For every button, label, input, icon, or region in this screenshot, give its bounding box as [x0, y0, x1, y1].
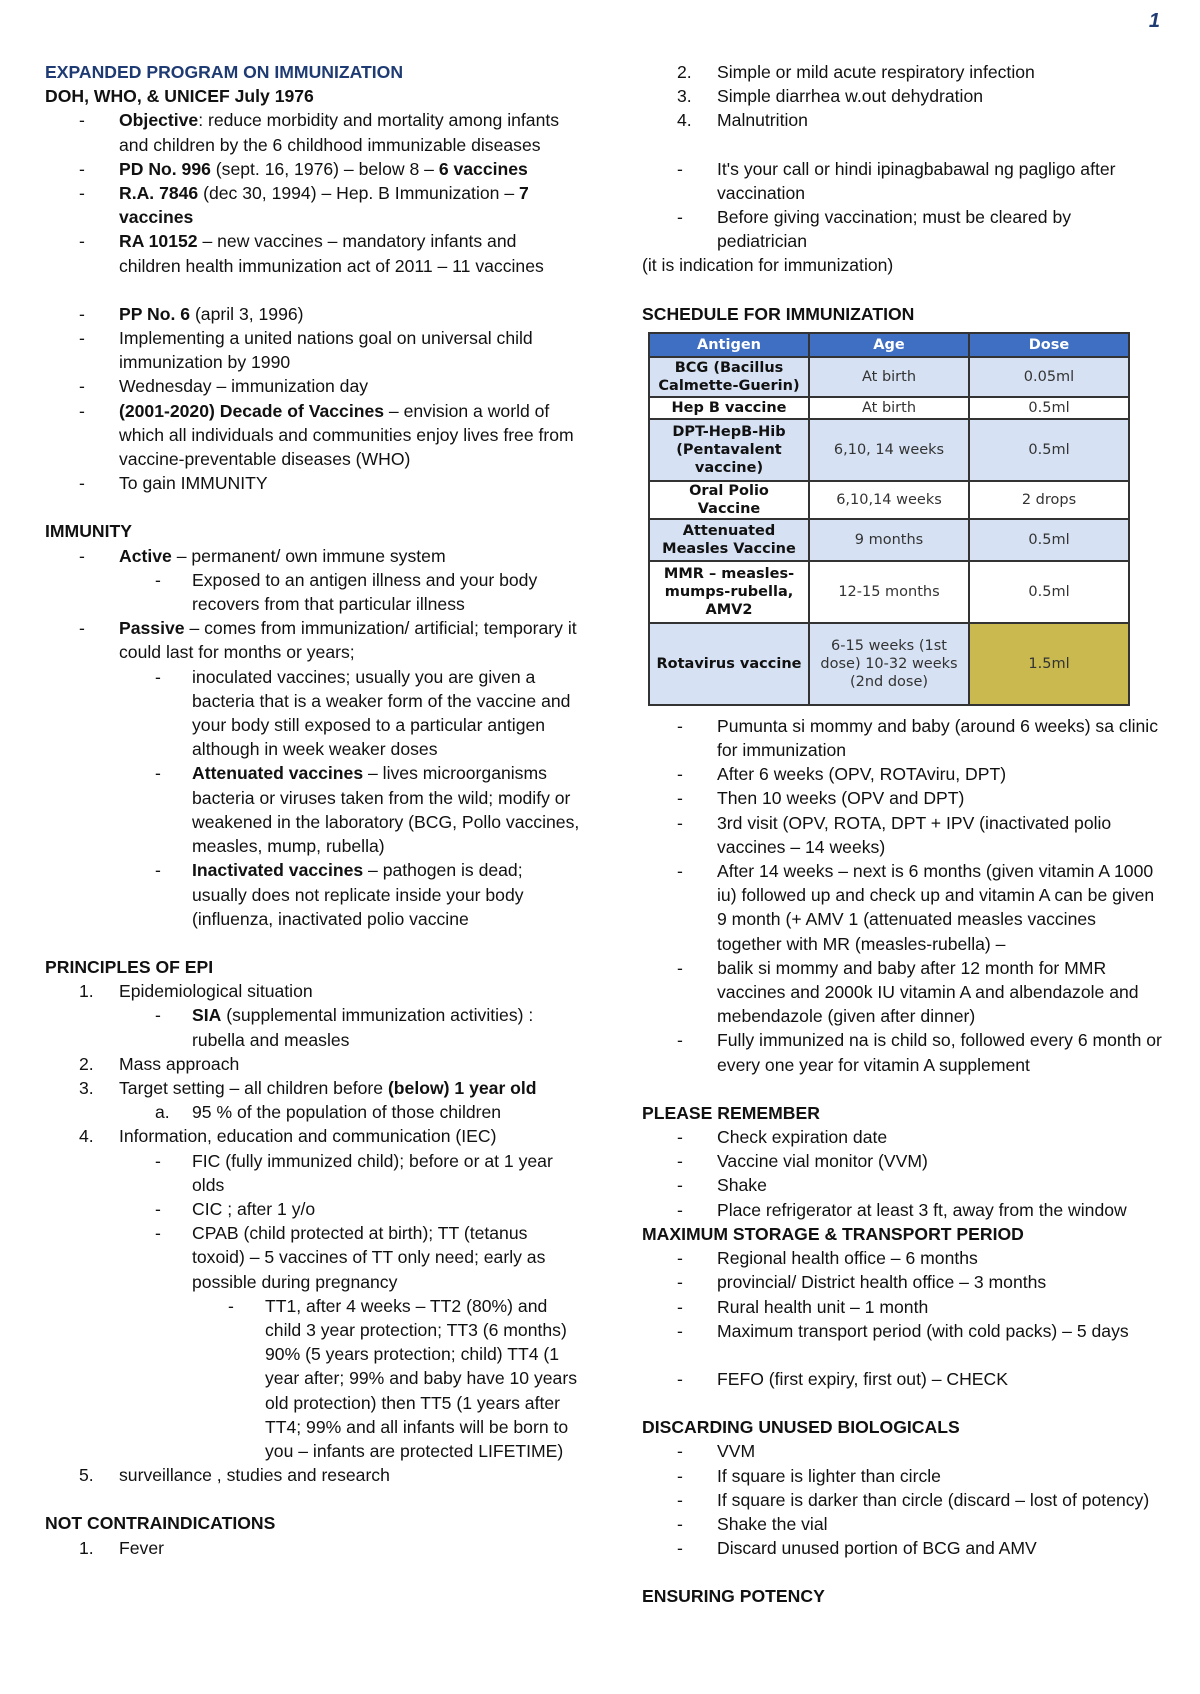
list-item [642, 1028, 1162, 1076]
dash-marker: - [677, 715, 683, 736]
list-item [642, 1295, 1162, 1319]
table-row [649, 481, 1129, 519]
list-item [642, 1246, 1162, 1270]
list-item [642, 714, 1162, 762]
item-bold: PP No. 6 [119, 303, 191, 324]
list-item [642, 1464, 1162, 1488]
list-item [642, 1125, 1162, 1149]
dash-marker: - [677, 788, 683, 809]
number-marker: 2. [79, 1053, 94, 1074]
dash-marker: - [677, 1248, 683, 1269]
list-item [642, 1536, 1162, 1560]
list-item [45, 616, 580, 664]
age-cell: 6,10, 14 weeks [809, 419, 969, 481]
item-text: Target setting – all children before [119, 1077, 388, 1098]
dash-marker: - [677, 1513, 683, 1534]
list-item [642, 956, 1162, 1029]
dash-marker: - [79, 328, 85, 349]
item-text: Malnutrition [717, 110, 808, 131]
list-item [642, 811, 1162, 859]
section-heading-storage: MAXIMUM STORAGE & TRANSPORT PERIOD [642, 1223, 1024, 1244]
sub-list-item [45, 1149, 580, 1197]
item-text: CPAB (child protected at birth); TT (tetanus toxoid) – 5 vaccines of TT only need; early as possible during pregnancy [192, 1223, 546, 1292]
antigen-cell: Rotavirus vaccine [649, 623, 809, 705]
item-text: Regional health office – 6 months [717, 1248, 978, 1269]
dash-marker: - [677, 764, 683, 785]
dash-marker: - [79, 473, 85, 494]
item-text: Epidemiological situation [119, 981, 313, 1002]
item-text: Vaccine vial monitor (VVM) [717, 1151, 928, 1172]
list-item [45, 157, 580, 181]
list-item [642, 1512, 1162, 1536]
list-item [45, 302, 580, 326]
item-bold: Passive [119, 618, 185, 639]
column-header: Antigen [649, 333, 809, 357]
list-item [642, 1270, 1162, 1294]
numbered-item [642, 108, 1162, 132]
number-marker: 4. [677, 110, 692, 131]
table-row [649, 561, 1129, 623]
numbered-item [642, 84, 1162, 108]
table-row [649, 419, 1129, 481]
table-row [649, 623, 1129, 705]
dash-marker: - [677, 1368, 683, 1389]
item-text: (supplemental immunization activities) : rubella and measles [192, 1005, 534, 1050]
item-text: 95 % of the population of those children [192, 1102, 502, 1123]
item-bold: PD No. 996 [119, 158, 211, 179]
section-heading-potency: ENSURING POTENCY [642, 1586, 825, 1607]
item-text: – envision a world of which all individuals and communities enjoy lives free from vaccine-preventable diseases (WHO) [119, 400, 574, 470]
pp-list [45, 302, 580, 496]
item-text: Before giving vaccination; must be cleared by pediatrician [717, 207, 1072, 252]
item-text: Mass approach [119, 1053, 240, 1074]
sub-list-item [45, 1221, 580, 1294]
dash-marker: - [79, 400, 85, 421]
number-marker: 1. [79, 1537, 94, 1558]
item-text: (dec 30, 1994) – Hep. B Immunization – [198, 183, 519, 204]
dash-marker: - [677, 1320, 683, 1341]
item-bold: SIA [192, 1005, 222, 1026]
item-text: provincial/ District health office – 3 months [717, 1272, 1047, 1293]
table-row [649, 397, 1129, 419]
item-text: Rural health unit – 1 month [717, 1296, 929, 1317]
column-header: Dose [969, 333, 1129, 357]
item-text: inoculated vaccines; usually you are given a bacteria that is a weaker form of the vaccine and your body still exposed to a particular antigen although in week weaker doses [192, 666, 571, 760]
dash-marker: - [155, 1150, 161, 1171]
antigen-cell: BCG (Bacillus Calmette-Guerin) [649, 357, 809, 397]
dash-marker: - [677, 1296, 683, 1317]
list-item [642, 859, 1162, 956]
age-cell: 6,10,14 weeks [809, 481, 969, 519]
dash-marker: - [677, 1538, 683, 1559]
item-bold: R.A. 7846 [119, 183, 199, 204]
dash-marker: - [79, 618, 85, 639]
document-subtitle: DOH, WHO, & UNICEF July 1976 [45, 86, 314, 107]
section-heading-discard: DISCARDING UNUSED BIOLOGICALS [642, 1417, 960, 1438]
item-text: – permanent/ own immune system [171, 545, 446, 566]
item-text: After 6 weeks (OPV, ROTAviru, DPT) [717, 764, 1007, 785]
item-text: Exposed to an antigen illness and your body recovers from that particular illness [192, 569, 538, 615]
dash-marker: - [155, 860, 161, 881]
sub-sub-list-item [45, 1294, 580, 1463]
dash-marker: - [228, 1295, 234, 1316]
item-bold: 7 vaccines [119, 183, 529, 228]
dose-cell: 0.5ml [969, 561, 1129, 623]
number-marker: 2. [677, 62, 692, 82]
dash-marker: - [677, 1441, 683, 1462]
list-item [45, 374, 580, 398]
item-text: Fever [119, 1537, 164, 1558]
dash-marker: - [155, 666, 161, 687]
item-text: Shake the vial [717, 1513, 828, 1534]
item-bold: Inactivated vaccines [192, 860, 364, 881]
dose-cell: 1.5ml [969, 623, 1129, 705]
list-item [45, 108, 580, 156]
item-text: Check expiration date [717, 1127, 888, 1148]
item-text: If square is lighter than circle [717, 1465, 941, 1486]
dash-marker: - [677, 1151, 683, 1172]
antigen-cell: DPT-HepB-Hib (Pentavalent vaccine) [649, 419, 809, 481]
numbered-item [45, 979, 580, 1003]
dose-cell: 0.05ml [969, 357, 1129, 397]
dash-marker: - [677, 861, 683, 882]
numbered-item [45, 1052, 580, 1076]
item-text: CIC ; after 1 y/o [192, 1198, 316, 1219]
dash-marker: - [155, 1223, 161, 1244]
dash-marker: - [79, 231, 85, 252]
table-row [649, 357, 1129, 397]
list-item [45, 181, 580, 229]
dash-marker: - [155, 763, 161, 784]
dose-cell: 0.5ml [969, 419, 1129, 481]
item-text: Then 10 weeks (OPV and DPT) [717, 788, 965, 809]
age-cell: 6-15 weeks (1st dose) 10-32 weeks (2nd dose) [809, 623, 969, 705]
item-text: 3rd visit (OPV, ROTA, DPT + IPV (inactivated polio vaccines – 14 weeks) [717, 812, 1112, 857]
item-text: Maximum transport period (with cold packs) – 5 days [717, 1320, 1129, 1341]
document-title: EXPANDED PROGRAM ON IMMUNIZATION [45, 62, 404, 82]
list-item [642, 762, 1162, 786]
antigen-cell: Hep B vaccine [649, 397, 809, 419]
dash-marker: - [79, 158, 85, 179]
dash-marker: - [155, 569, 161, 590]
dash-marker: - [79, 376, 85, 397]
dash-marker: - [79, 545, 85, 566]
item-bold: 6 vaccines [438, 158, 528, 179]
age-cell: 12-15 months [809, 561, 969, 623]
dash-marker: - [677, 957, 683, 978]
sub-list-item [45, 665, 580, 762]
dash-marker: - [677, 1199, 683, 1220]
item-text: Pumunta si mommy and baby (around 6 weeks) sa clinic for immunization [717, 715, 1159, 761]
item-text: To gain IMMUNITY [119, 473, 268, 494]
list-item [642, 1319, 1162, 1343]
item-text: Place refrigerator at least 3 ft, away from the window [717, 1199, 1127, 1220]
item-bold: (below) 1 year old [387, 1077, 537, 1098]
item-text: TT1, after 4 weeks – TT2 (80%) and child 3 year protection; TT3 (6 months) 90% (5 years protection; child) TT4 (1 year after; 99% and baby have 10 years old protection) then TT5 (1 years after TT4; 99% and all infants will be born to you – infants are protected LIFETIME) [265, 1295, 577, 1461]
item-text: balik si mommy and baby after 12 month for MMR vaccines and 2000k IU vitamin A and albendazole and mebendazole (given after dinner) [717, 957, 1139, 1027]
list-item [642, 786, 1162, 810]
item-text: Simple diarrhea w.out dehydration [717, 86, 984, 107]
numbered-item [45, 1124, 580, 1148]
item-text: Shake [717, 1175, 767, 1196]
section-heading-principles: PRINCIPLES OF EPI [45, 956, 214, 977]
item-text: – lives microorganisms bacteria or viruses taken from the wild; modify or weakened in the laboratory (BCG, Pollo vaccines, measles, mump, rubella) [192, 763, 580, 857]
dash-marker: - [155, 1005, 161, 1026]
column-header: Age [809, 333, 969, 357]
left-column [45, 60, 580, 1560]
sub-list-item [45, 858, 580, 931]
numbered-item [45, 1076, 580, 1100]
number-marker: 3. [677, 86, 692, 107]
immunization-schedule-table [648, 332, 1130, 706]
dose-cell: 0.5ml [969, 519, 1129, 561]
numbered-item [45, 1536, 580, 1560]
sub-list-item [45, 568, 580, 616]
dash-marker: - [79, 110, 85, 131]
numbered-item [642, 60, 1162, 84]
number-marker: 4. [79, 1126, 94, 1147]
dash-marker: - [677, 1175, 683, 1196]
list-item [45, 326, 580, 374]
antigen-cell: Oral Polio Vaccine [649, 481, 809, 519]
section-heading-remember: PLEASE REMEMBER [642, 1102, 820, 1123]
dose-cell: 0.5ml [969, 397, 1129, 419]
page-number: 1 [1148, 10, 1160, 32]
list-item [45, 229, 580, 277]
antigen-cell: Attenuated Measles Vaccine [649, 519, 809, 561]
dash-marker: - [677, 158, 683, 179]
item-text: After 14 weeks – next is 6 months (given vitamin A 1000 iu) followed up and check up and vitamin A can be given 9 month (+ AMV 1 (attenuated measles vaccines together with MR (measles-rubella) – [717, 861, 1155, 954]
item-text: FIC (fully immunized child); before or at 1 year olds [192, 1150, 553, 1195]
item-text: – new vaccines – mandatory infants and children health immunization act of 2011 – 11 vaccines [119, 231, 544, 276]
number-marker: 5. [79, 1465, 94, 1486]
number-marker: 3. [79, 1077, 94, 1098]
item-text: Discard unused portion of BCG and AMV [717, 1538, 1037, 1559]
item-text: Simple or mild acute respiratory infection [717, 62, 1035, 82]
item-text: – pathogen is dead; usually does not replicate inside your body (influenza, inactivated polio vaccine [192, 860, 524, 929]
list-item [642, 1198, 1162, 1222]
item-text: (sept. 16, 1976) – below 8 – [210, 158, 439, 179]
list-item [45, 471, 580, 495]
sub-list-item [45, 1100, 580, 1124]
sub-list-item [45, 761, 580, 858]
table-header-row [649, 333, 1129, 357]
item-text: It's your call or hindi ipinagbabawal ng pagligo after vaccination [717, 158, 1116, 203]
section-heading-not-contraindications: NOT CONTRAINDICATIONS [45, 1513, 276, 1534]
list-item [642, 205, 1162, 253]
age-cell: 9 months [809, 519, 969, 561]
item-text: (april 3, 1996) [190, 303, 304, 324]
section-heading-immunity: IMMUNITY [45, 521, 132, 542]
item-bold: Active [119, 545, 172, 566]
item-text: – comes from immunization/ artificial; temporary it could last for months or years; [119, 618, 577, 663]
dash-marker: - [79, 303, 85, 324]
letter-marker: a. [155, 1102, 170, 1123]
dose-cell: 2 drops [969, 481, 1129, 519]
item-text: surveillance , studies and research [119, 1465, 390, 1486]
list-item [642, 1173, 1162, 1197]
item-text: VVM [717, 1441, 756, 1462]
item-bold: RA 10152 [119, 231, 198, 252]
table-row [649, 519, 1129, 561]
dash-marker: - [79, 183, 85, 204]
item-bold: (2001-2020) Decade of Vaccines [119, 400, 385, 421]
sub-list-item [45, 1197, 580, 1221]
dash-marker: - [677, 1030, 683, 1051]
item-bold: Objective [119, 110, 199, 131]
dash-marker: - [677, 812, 683, 833]
item-text: Wednesday – immunization day [119, 376, 369, 397]
age-cell: At birth [809, 357, 969, 397]
item-text: Fully immunized na is child so, followed every 6 month or every one year for vitamin A supplement [717, 1030, 1162, 1075]
item-bold: Attenuated vaccines [192, 763, 364, 784]
item-text: : reduce morbidity and mortality among infants and children by the 6 childhood immunizable diseases [119, 110, 560, 155]
intro-list [45, 108, 580, 277]
dash-marker: - [677, 1272, 683, 1293]
item-text: FEFO (first expiry, first out) – CHECK [717, 1368, 1008, 1389]
list-item [642, 157, 1162, 205]
list-item [642, 1488, 1162, 1512]
list-item [642, 1439, 1162, 1463]
indication-note: (it is indication for immunization) [642, 255, 894, 276]
dash-marker: - [677, 207, 683, 228]
item-text: Information, education and communication (IEC) [119, 1126, 497, 1147]
numbered-item [45, 1463, 580, 1487]
item-text: Implementing a united nations goal on universal child immunization by 1990 [119, 328, 533, 373]
right-column [642, 60, 1162, 1609]
item-text: If square is darker than circle (discard – lost of potency) [717, 1489, 1150, 1510]
list-item [45, 544, 580, 568]
age-cell: At birth [809, 397, 969, 419]
list-item [642, 1367, 1162, 1391]
list-item [642, 1149, 1162, 1173]
number-marker: 1. [79, 981, 94, 1002]
list-item [45, 399, 580, 472]
dash-marker: - [677, 1465, 683, 1486]
dash-marker: - [155, 1198, 161, 1219]
antigen-cell: MMR – measles-mumps-rubella, AMV2 [649, 561, 809, 623]
dash-marker: - [677, 1127, 683, 1148]
section-heading-schedule: SCHEDULE FOR IMMUNIZATION [642, 303, 915, 324]
dash-marker: - [677, 1489, 683, 1510]
sub-list-item [45, 1003, 580, 1051]
